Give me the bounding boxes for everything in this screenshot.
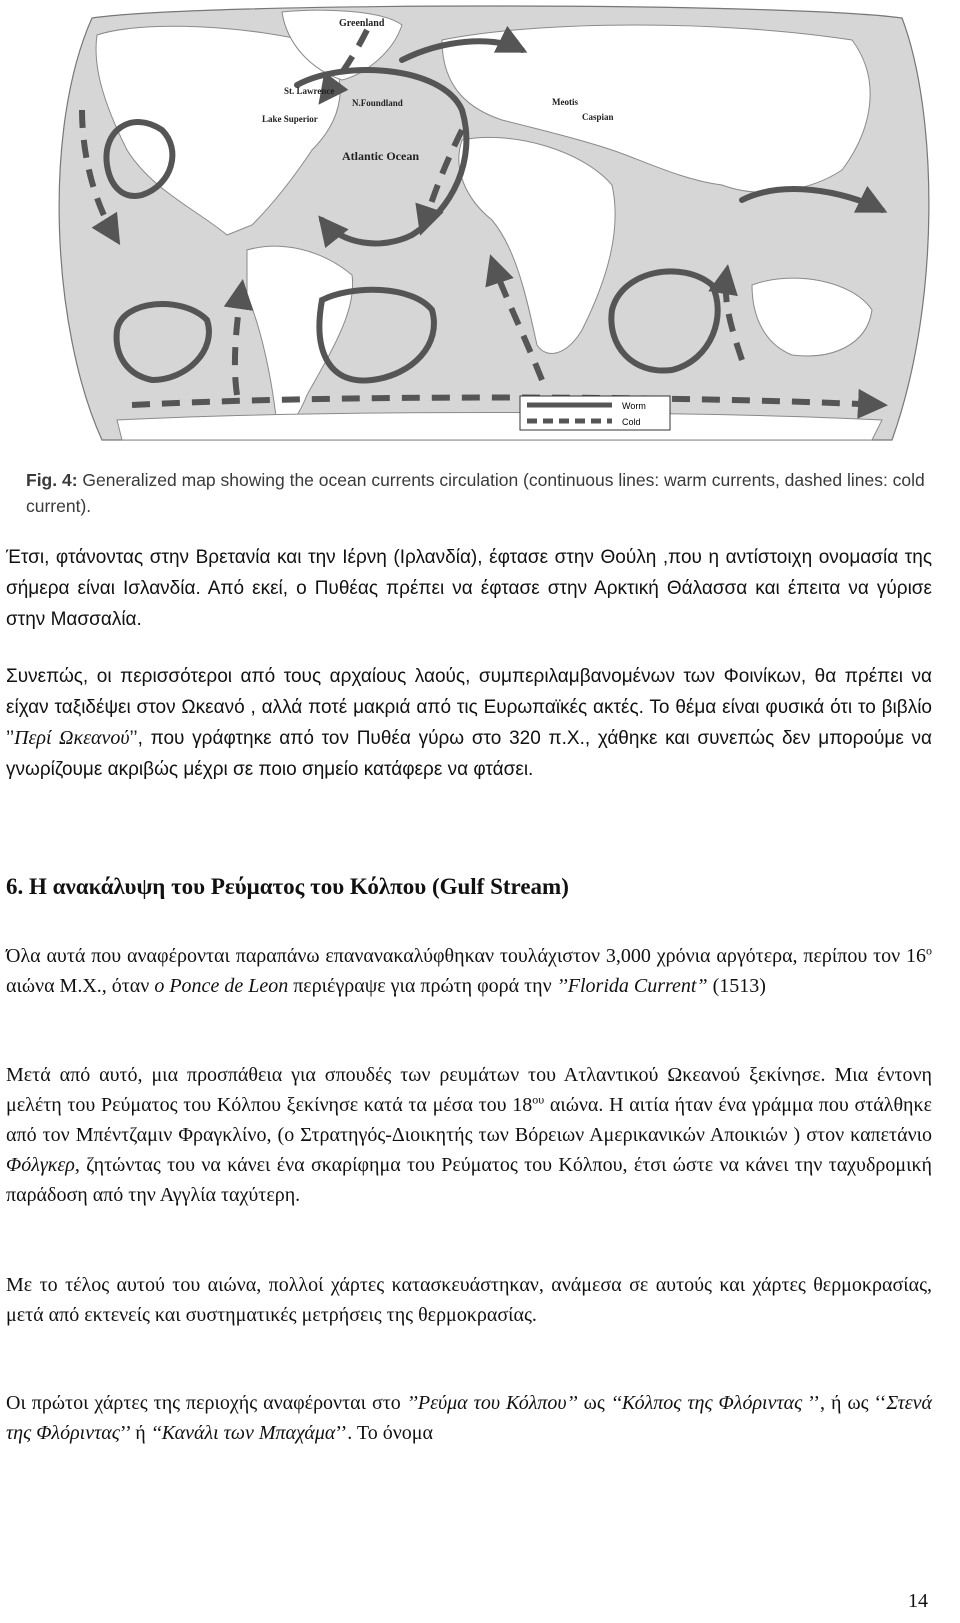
p2-text-a: Συνεπώς, οι περισσότεροι από τους αρχαίους λαούς, συμπεριλαμβανομένων των Φοινίκων, θα πρέπει να είχαν ταξιδέψει στον Ωκεανό , αλλά ποτέ μακριά από τις Ευρωπαϊκές ακτές. Το θέμα είναι φυσικά ότι το βιβλίο ’’ (6, 666, 932, 749)
label-st-lawrence: St. Lawrence (284, 86, 335, 96)
p4-folger: Φόλγκερ (6, 1154, 75, 1176)
p6-straits-of-florida: Στενά της Φλόριντας (6, 1392, 932, 1444)
paragraph-4 (6, 1060, 932, 1210)
p3-text-f: (1513) (707, 975, 766, 997)
p6-gulf-of-florida: ‘‘Κόλπος της Φλόριντας (610, 1392, 803, 1414)
legend-warm-label: Worm (622, 401, 646, 411)
world-map-svg (22, 0, 947, 450)
p3-sup: ο (926, 943, 932, 958)
p6-text-g: ’’ ή (119, 1422, 151, 1444)
caption-label: Fig. 4: (26, 470, 78, 490)
p6-text-i: ’’. Το όνομα (335, 1422, 433, 1444)
p3-text-b: αιώνα Μ.Χ., όταν (6, 975, 155, 997)
page-number: 14 (908, 1590, 928, 1612)
p6-gulf-stream: ’’Ρεύμα του Κόλπου’’ (406, 1392, 578, 1414)
paragraph-6 (6, 1388, 932, 1448)
legend-cold-label: Cold (622, 417, 641, 427)
label-newfoundland: N.Foundland (352, 98, 403, 108)
paragraph-1 (6, 542, 932, 635)
paragraph-5 (6, 1270, 932, 1330)
p3-text-a: Όλα αυτά που αναφέρονται παραπάνω επανανακαλύφθηκαν τουλάχιστον 3,000 χρόνια αργότερα, περίπου τον 16 (6, 945, 926, 967)
figure-caption (26, 467, 946, 519)
p3-ponce-de-leon: ο Ponce de Leon (154, 975, 289, 997)
p4-text-b: αιώνα. Η αιτία ήταν ένα γράμμα που στάλθηκε από τον Μπέντζαμιν Φραγκλίνο, (ο Στρατηγός-Διοικητής των Βόρειων Αμερικανικών Αποικιών ) στον καπετάνιο (6, 1094, 932, 1146)
map-legend (520, 396, 670, 430)
p3-florida-current: ’’Florida Current” (556, 975, 708, 997)
label-caspian: Caspian (582, 112, 614, 122)
caption-text: Generalized map showing the ocean currents circulation (continuous lines: warm currents, dashed lines: cold current). (26, 470, 925, 516)
label-lake-superior: Lake Superior (262, 114, 318, 124)
antarctica (117, 413, 882, 441)
ocean-currents-map (22, 0, 947, 450)
p6-text-e: ’’, ή ως ‘‘ (802, 1392, 887, 1414)
p6-bahama-channel: ‘‘Κανάλι των Μπαχάμα (150, 1422, 336, 1444)
section-heading: 6. Η ανακάλυψη του Ρεύματος του Κόλπου (Gulf Stream) (6, 874, 569, 899)
p3-text-d: περιέγραψε για πρώτη φορά την (288, 975, 557, 997)
paragraph-5-text: Με το τέλος αυτού του αιώνα, πολλοί χάρτες κατασκευάστηκαν, ανάμεσα σε αυτούς και χάρτες θερμοκρασίας, μετά από εκτενείς και συστηματικές μετρήσεις της θερμοκρασίας. (6, 1274, 932, 1326)
paragraph-3 (6, 941, 932, 1001)
p4-sup: ου (532, 1092, 545, 1107)
p4-text-d: , ζητώντας του να κάνει ένα σκαρίφημα του Ρεύματος του Κόλπου, έτσι ώστε να κάνει την ταχυδρομική παράδοση από την Αγγλία ταχύτερη. (6, 1154, 932, 1206)
label-atlantic-ocean: Atlantic Ocean (342, 149, 419, 163)
p4-text-a: Μετά από αυτό, μια προσπάθεια για σπουδές των ρευμάτων του Ατλαντικού Ωκεανού ξεκίνησε. Μια έντονη μελέτη του Ρεύματος του Κόλπου ξεκίνησε κατά τα μέσα του 18 (6, 1064, 932, 1116)
label-greenland: Greenland (339, 18, 385, 29)
paragraph-1-text: Έτσι, φτάνοντας στην Βρετανία και την Ιέρνη (Ιρλανδία), έφτασε στην Θούλη ,που η αντίστοιχη ονομασία της σήμερα είναι Ισλανδία. Από εκεί, ο Πυθέας πρέπει να έφτασε στην Αρκτική Θάλασσα και έπειτα να γύρισε στην Μασσαλία. (6, 547, 932, 630)
label-meotis: Meotis (552, 97, 578, 107)
paragraph-2 (6, 661, 932, 785)
p2-text-c: ’’, που γράφτηκε από τον Πυθέα γύρω στο 320 π.Χ., χάθηκε και συνεπώς δεν μπορούμε να γνωρίζουμε ακριβώς μέχρι σε ποιο σημείο κατάφερε να φτάσει. (6, 728, 933, 780)
p6-text-a: Οι πρώτοι χάρτες της περιοχής αναφέρονται στο (6, 1392, 407, 1414)
p6-text-c: ως (577, 1392, 611, 1414)
p2-book-title: Περί Ωκεανού (14, 727, 130, 749)
